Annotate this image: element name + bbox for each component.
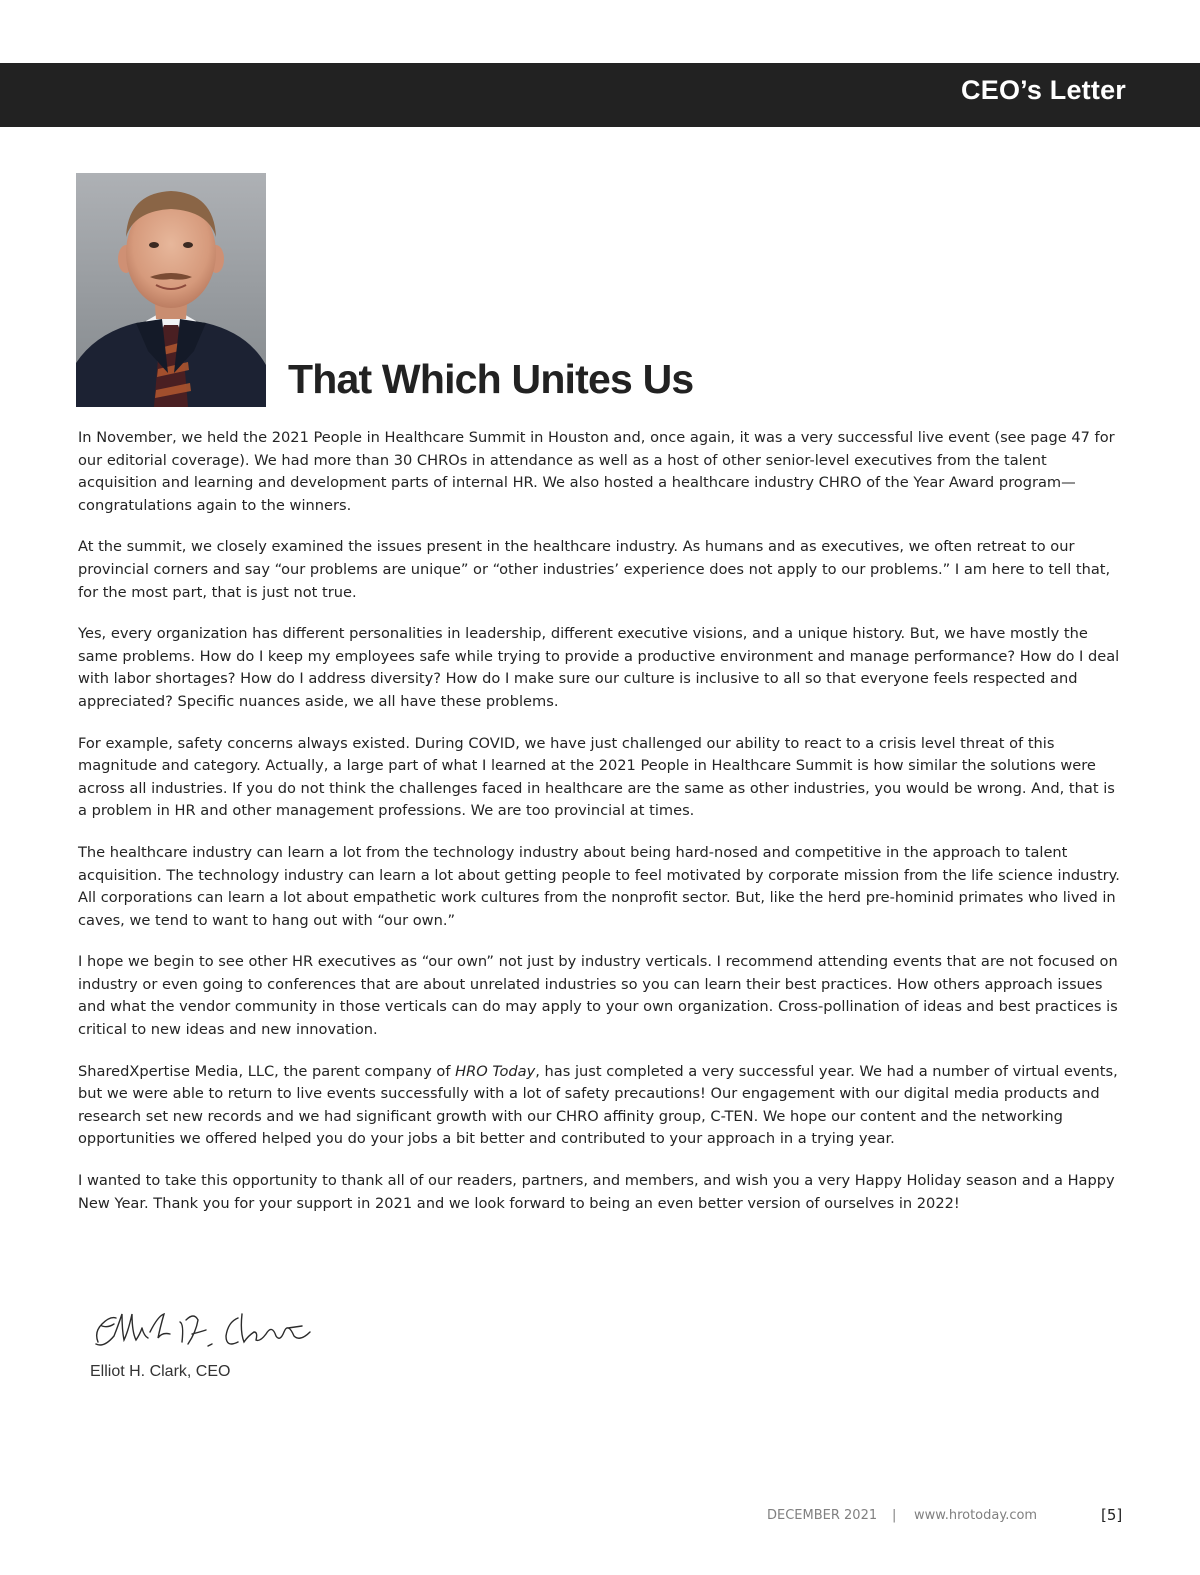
publication-name: HRO Today bbox=[455, 1062, 536, 1080]
section-header-bar bbox=[0, 63, 1200, 127]
footer-website-link[interactable]: www.hrotoday.com bbox=[914, 1508, 1038, 1523]
signature-image bbox=[88, 1302, 320, 1358]
paragraph: At the summit, we closely examined the issues present in the healthcare industry. As humans and as executives, we often retreat to our provincial corners and say “our problems are unique” or “other industries’ experience does not apply to our problems.” I am here to tell that, for the most part, that is just not true. bbox=[78, 538, 1111, 601]
article-title: That Which Unites Us bbox=[288, 356, 694, 402]
handwritten-signature bbox=[88, 1302, 320, 1358]
author-photo-image bbox=[76, 173, 266, 407]
paragraph-text: , has just completed a very successful year. We had a number of virtual events, but we were able to return to live events successfully with a lot of safety precautions! Our engagement with our digital media products and research set new records and we had significant growth with our CHRO affinity group, C-TEN. We hope our content and the networking opportunities we offered helped you do your jobs a bit better and contributed to your approach in a trying year. bbox=[78, 1062, 1118, 1148]
letter-body bbox=[78, 427, 1128, 1234]
paragraph-text: SharedXpertise Media, LLC, the parent company of bbox=[78, 1062, 456, 1080]
paragraph: Yes, every organization has different personalities in leadership, different executive visions, and a unique history. But, we have mostly the same problems. How do I keep my employees safe while trying to provide a productive environment and manage performance? How do I deal with labor shortages? How do I address diversity? How do I make sure our culture is inclusive to all so that everyone feels respected and appreciated? Specific nuances aside, we all have these problems. bbox=[78, 625, 1120, 710]
footer-separator: | bbox=[892, 1508, 897, 1523]
signer-name: Elliot H. Clark, CEO bbox=[90, 1363, 231, 1380]
paragraph: I hope we begin to see other HR executives as “our own” not just by industry verticals. I recommend attending events that are not focused on industry or even going to conferences that are about unrelated industries so you can learn their best practices. How others approach issues and what the vendor community in those verticals can do may apply to your own organization. Cross-pollination of ideas and best practices is critical to new ideas and new innovation. bbox=[78, 953, 1118, 1039]
paragraph: I wanted to take this opportunity to thank all of our readers, partners, and members, and wish you a very Happy Holiday season and a Happy New Year. Thank you for your support in 2021 and we look forward to being an even better version of ourselves in 2022! bbox=[78, 1172, 1115, 1212]
page-number: [5] bbox=[1101, 1506, 1123, 1524]
author-portrait bbox=[76, 173, 266, 407]
paragraph: The healthcare industry can learn a lot from the technology industry about being hard-nosed and competitive in the approach to talent acquisition. The technology industry can learn a lot about getting people to feel motivated by corporate mission from the life science industry. All corporations can learn a lot about empathetic work cultures from the nonprofit sector. But, like the herd pre-hominid primates who lived in caves, we tend to want to hang out with “our own.” bbox=[78, 843, 1120, 929]
paragraph: In November, we held the 2021 People in Healthcare Summit in Houston and, once again, it was a very successful live event (see page 47 for our editorial coverage). We had more than 30 CHROs in attendance as well as a host of other senior-level executives from the talent acquisition and learning and development parts of internal HR. We also hosted a healthcare industry CHRO of the Year Award program—congratulations again to the winners. bbox=[78, 429, 1115, 514]
paragraph bbox=[78, 1061, 1128, 1151]
section-title: CEO’s Letter bbox=[961, 75, 1126, 105]
paragraph: For example, safety concerns always existed. During COVID, we have just challenged our ability to react to a crisis level threat of this magnitude and category. Actually, a large part of what I learned at the 2021 People in Healthcare Summit is how similar the solutions were across all industries. If you do not think the challenges faced in healthcare are the same as other industries, you would be wrong. And, that is a problem in HR and other management professions. We are too provincial at times. bbox=[78, 734, 1115, 820]
footer-issue-date: DECEMBER 2021 bbox=[767, 1508, 878, 1523]
